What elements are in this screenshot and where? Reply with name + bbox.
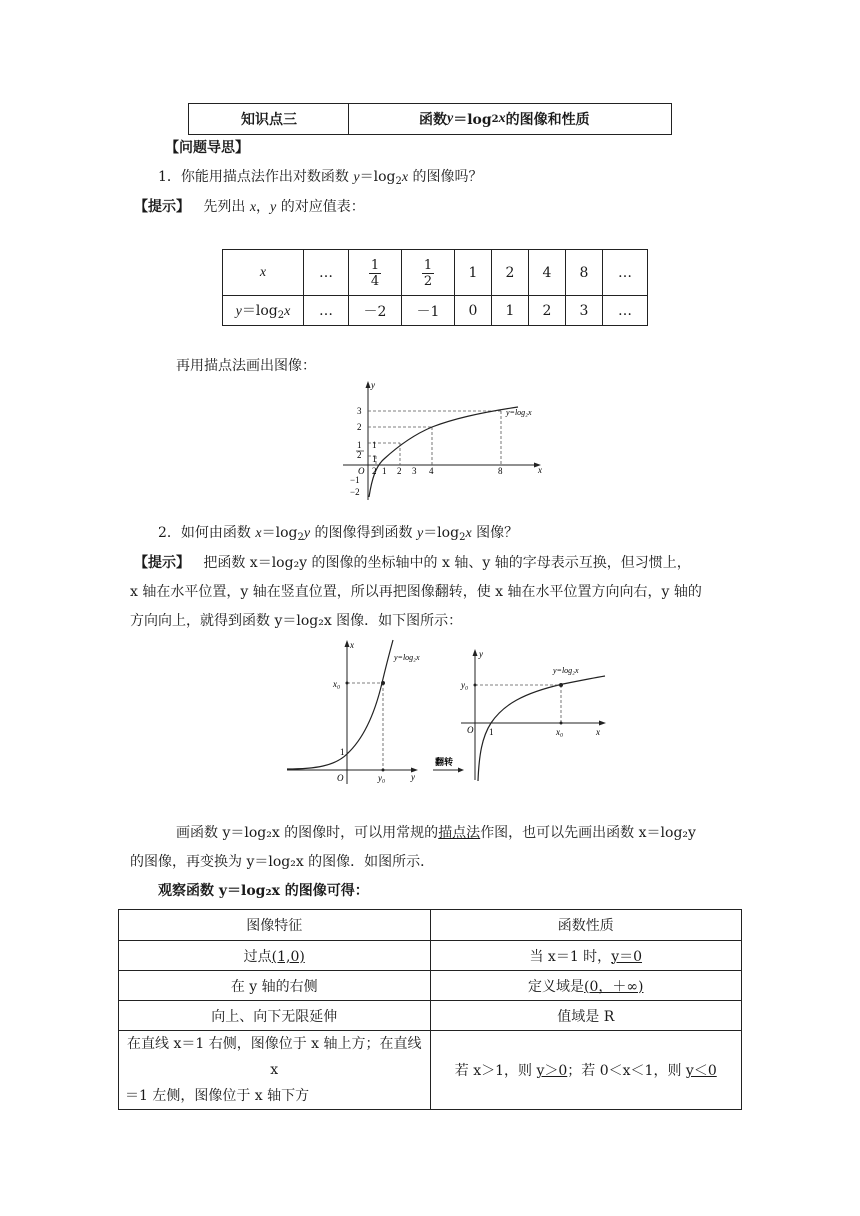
y-cell: … bbox=[304, 296, 349, 326]
props-header-row bbox=[119, 910, 742, 941]
x-cell-half: $\frac{1}{2}$ bbox=[402, 250, 455, 296]
props-underline: y＞0 bbox=[536, 1063, 568, 1079]
props-cell-left bbox=[119, 1031, 431, 1110]
props-text: 值域是 R bbox=[557, 1008, 615, 1025]
props-text: 在 y 轴的右侧 bbox=[230, 978, 318, 995]
question-2-post: 图像？ bbox=[471, 525, 519, 541]
guide-lines bbox=[368, 411, 501, 465]
log-graph-3 bbox=[433, 645, 613, 789]
x-tick-label: 4 bbox=[429, 466, 434, 476]
hint-2-label: 【提示】 bbox=[134, 555, 190, 571]
x-axis-label: x bbox=[538, 465, 542, 475]
props-cell-right bbox=[430, 941, 742, 971]
properties-table bbox=[118, 909, 742, 1110]
x-cell-quarter: $\frac{1}{4}$ bbox=[349, 250, 402, 296]
y-tick-label: 2 bbox=[357, 450, 362, 460]
x-tick-label: 2 bbox=[372, 466, 377, 476]
props-cell-right bbox=[430, 1001, 742, 1031]
question-1-pre: 你能用描点法作出对数函数 bbox=[180, 169, 354, 185]
hint-1-comma: ， bbox=[256, 199, 271, 215]
horizontal-axis-arrow bbox=[599, 721, 606, 726]
props-text: ；若 0＜x＜1，则 bbox=[567, 1063, 686, 1079]
row-label-x bbox=[223, 250, 304, 296]
vertical-axis-label: y bbox=[479, 649, 483, 659]
paragraph-1-line-1 bbox=[176, 822, 696, 842]
para1-underline: 描点法 bbox=[438, 825, 481, 841]
paragraph-1-line-2: 的图像，再变换为 y＝log₂x 的图像．如图所示． bbox=[130, 854, 435, 870]
props-text: 当 x＝1 时， bbox=[529, 948, 612, 965]
question-2-number: 2． bbox=[158, 525, 181, 541]
props-header-left: 图像特征 bbox=[119, 910, 431, 941]
props-underline: y＜0 bbox=[685, 1063, 717, 1079]
point-marker bbox=[382, 769, 385, 772]
origin-label: O bbox=[358, 466, 365, 476]
hint-2-line-3: 方向向上，就得到函数 y＝log₂x 图像．如下图所示： bbox=[130, 613, 463, 629]
point-marker bbox=[560, 722, 563, 725]
topic-title bbox=[349, 104, 671, 134]
horizontal-axis-label: y bbox=[411, 772, 415, 782]
topic-title-sub: 2 bbox=[491, 113, 499, 125]
props-underline: (1,0) bbox=[271, 948, 305, 965]
plot-instruction: 再用描点法画出图像： bbox=[176, 358, 316, 374]
one-label: 1 bbox=[489, 727, 494, 737]
props-header-right: 函数性质 bbox=[430, 910, 742, 941]
props-row bbox=[119, 941, 742, 971]
question-2-pre: 如何由函数 bbox=[180, 525, 256, 541]
guide-lines bbox=[347, 683, 383, 770]
topic-title-var2: x bbox=[498, 111, 506, 126]
x-cell: 8 bbox=[566, 250, 603, 296]
x-tick-label: 8 bbox=[498, 466, 503, 476]
hint-1-text-a: 先列出 bbox=[203, 199, 250, 215]
x-tick-label: 1 bbox=[372, 454, 377, 464]
props-row bbox=[119, 1001, 742, 1031]
x-cell: 1 bbox=[455, 250, 492, 296]
props-text: ＝1 左侧，图像位于 x 轴下方 bbox=[125, 1088, 310, 1104]
hint-2-line-1: 把函数 x＝log₂y 的图像的坐标轴中的 x 轴、y 轴的字母表示互换，但习惯上， bbox=[203, 555, 691, 571]
horizontal-axis-label: x bbox=[596, 727, 600, 737]
y0-label: y₀ bbox=[378, 773, 386, 783]
props-cell-right bbox=[430, 1031, 742, 1110]
y-tick-label: 3 bbox=[357, 406, 362, 416]
curve-label: y=log₂x bbox=[506, 408, 532, 417]
vertical-axis-arrow bbox=[345, 640, 350, 647]
row-label-x-text: x bbox=[259, 265, 267, 280]
row-label-y: $y=\log_2x$ bbox=[223, 296, 304, 326]
question-1-var: y bbox=[353, 170, 360, 185]
props-cell-left bbox=[119, 941, 431, 971]
hint-2 bbox=[130, 549, 734, 636]
props-underline: y＝0 bbox=[611, 948, 643, 965]
point-marker bbox=[346, 682, 349, 685]
value-table-row-x bbox=[223, 250, 648, 296]
point-marker bbox=[559, 683, 563, 687]
x-tick-label: 3 bbox=[412, 466, 417, 476]
observe-heading: 观察函数 y＝log₂x 的图像可得： bbox=[158, 883, 369, 899]
y-tick-label: 1 bbox=[357, 440, 362, 450]
y0-label: y₀ bbox=[461, 680, 469, 690]
row-label-y-var: x bbox=[284, 304, 291, 319]
props-text: 过点 bbox=[243, 948, 272, 965]
x-tick-label: 2 bbox=[397, 466, 402, 476]
row-label-y-sub: 2 bbox=[277, 310, 285, 321]
y-axis-label: y bbox=[371, 380, 375, 390]
props-underline: (0，＋∞) bbox=[584, 978, 644, 995]
hint-2-line-2: x 轴在水平位置，y 轴在竖直位置，所以再把图像翻转，使 x 轴在水平位置方向向右，y 轴的 bbox=[130, 584, 702, 600]
x0-label: x₀ bbox=[333, 679, 341, 689]
hint-1-label: 【提示】 bbox=[134, 199, 190, 215]
y-axis-arrow bbox=[366, 381, 371, 388]
y-cell: … bbox=[603, 296, 648, 326]
y-tick-label: 2 bbox=[357, 422, 362, 432]
hint-1-text-b: 的对应值表： bbox=[276, 199, 365, 215]
para1-post: 作图，也可以先画出函数 x＝log₂y bbox=[480, 825, 696, 841]
topic-title-pre: 函数 bbox=[419, 112, 447, 128]
props-row bbox=[119, 971, 742, 1001]
curve-label: y=log₂x bbox=[553, 666, 579, 675]
topic-title-log: ＝log bbox=[453, 112, 492, 128]
question-1: 1．你能用描点法作出对数函数 $y=\log_2x$ 的图像吗？ bbox=[158, 169, 483, 187]
value-table-row-y bbox=[223, 296, 648, 326]
topic-title-var: y bbox=[447, 111, 454, 126]
y-cell: 0 bbox=[455, 296, 492, 326]
y-cell: －2 bbox=[349, 296, 402, 326]
question-2-mid: 的图像得到函数 bbox=[310, 525, 417, 541]
origin-label: O bbox=[467, 725, 474, 735]
props-cell-left bbox=[119, 1001, 431, 1031]
y-cell: 1 bbox=[492, 296, 529, 326]
x0-label: x₀ bbox=[556, 727, 564, 737]
y-tick-label: −1 bbox=[350, 475, 360, 485]
one-label: 1 bbox=[340, 747, 345, 757]
question-1-number: 1． bbox=[158, 169, 181, 185]
point-marker bbox=[474, 684, 477, 687]
log-graph-1 bbox=[338, 378, 553, 507]
hint-1 bbox=[134, 196, 365, 216]
props-text: 定义域是 bbox=[528, 978, 584, 995]
x-cell: 4 bbox=[529, 250, 566, 296]
hint-1-y: y bbox=[270, 200, 277, 215]
props-cell-right bbox=[430, 971, 742, 1001]
log-curve bbox=[478, 676, 605, 781]
guide-lines bbox=[475, 685, 561, 723]
log-curve bbox=[369, 407, 518, 497]
flip-arrow-head bbox=[458, 768, 464, 773]
topic-number: 知识点三 bbox=[189, 104, 349, 134]
props-text: 在直线 x＝1 右侧，图像位于 x 轴上方；在直线 x bbox=[127, 1036, 422, 1078]
x-cell: … bbox=[603, 250, 648, 296]
y-tick-label: 1 bbox=[372, 440, 377, 450]
y-tick-label: −2 bbox=[350, 487, 360, 497]
origin-label: O bbox=[337, 773, 344, 783]
hint-1-x: x bbox=[249, 200, 257, 215]
question-2: 2．如何由函数 $x=\log_2y$ 的图像得到函数 $y=\log_2x$ 图像？ bbox=[158, 525, 519, 543]
vertical-axis-label: x bbox=[350, 640, 354, 650]
x-tick-label: 1 bbox=[382, 466, 387, 476]
flip-label: 翻转 bbox=[435, 757, 454, 767]
props-cell-left bbox=[119, 971, 431, 1001]
value-table bbox=[222, 249, 648, 326]
log-graph-2 bbox=[285, 636, 445, 790]
topic-header-box bbox=[188, 103, 672, 135]
y-cell: 3 bbox=[566, 296, 603, 326]
para1-pre: 画函数 y＝log₂x 的图像时，可以用常规的 bbox=[176, 825, 439, 841]
y-cell: －1 bbox=[402, 296, 455, 326]
point-marker bbox=[381, 681, 385, 685]
y-cell: 2 bbox=[529, 296, 566, 326]
props-text: 若 x＞1，则 bbox=[454, 1063, 537, 1079]
vertical-axis-arrow bbox=[473, 649, 478, 656]
x-cell: … bbox=[304, 250, 349, 296]
props-row bbox=[119, 1031, 742, 1110]
topic-title-post: 的图像和性质 bbox=[505, 112, 590, 128]
section-title: 【问题导思】 bbox=[165, 140, 249, 156]
question-1-post: 的图像吗？ bbox=[408, 169, 483, 185]
curve-label: y=log₂x bbox=[394, 653, 420, 662]
x-cell: 2 bbox=[492, 250, 529, 296]
props-text: 向上、向下无限延伸 bbox=[211, 1008, 338, 1025]
